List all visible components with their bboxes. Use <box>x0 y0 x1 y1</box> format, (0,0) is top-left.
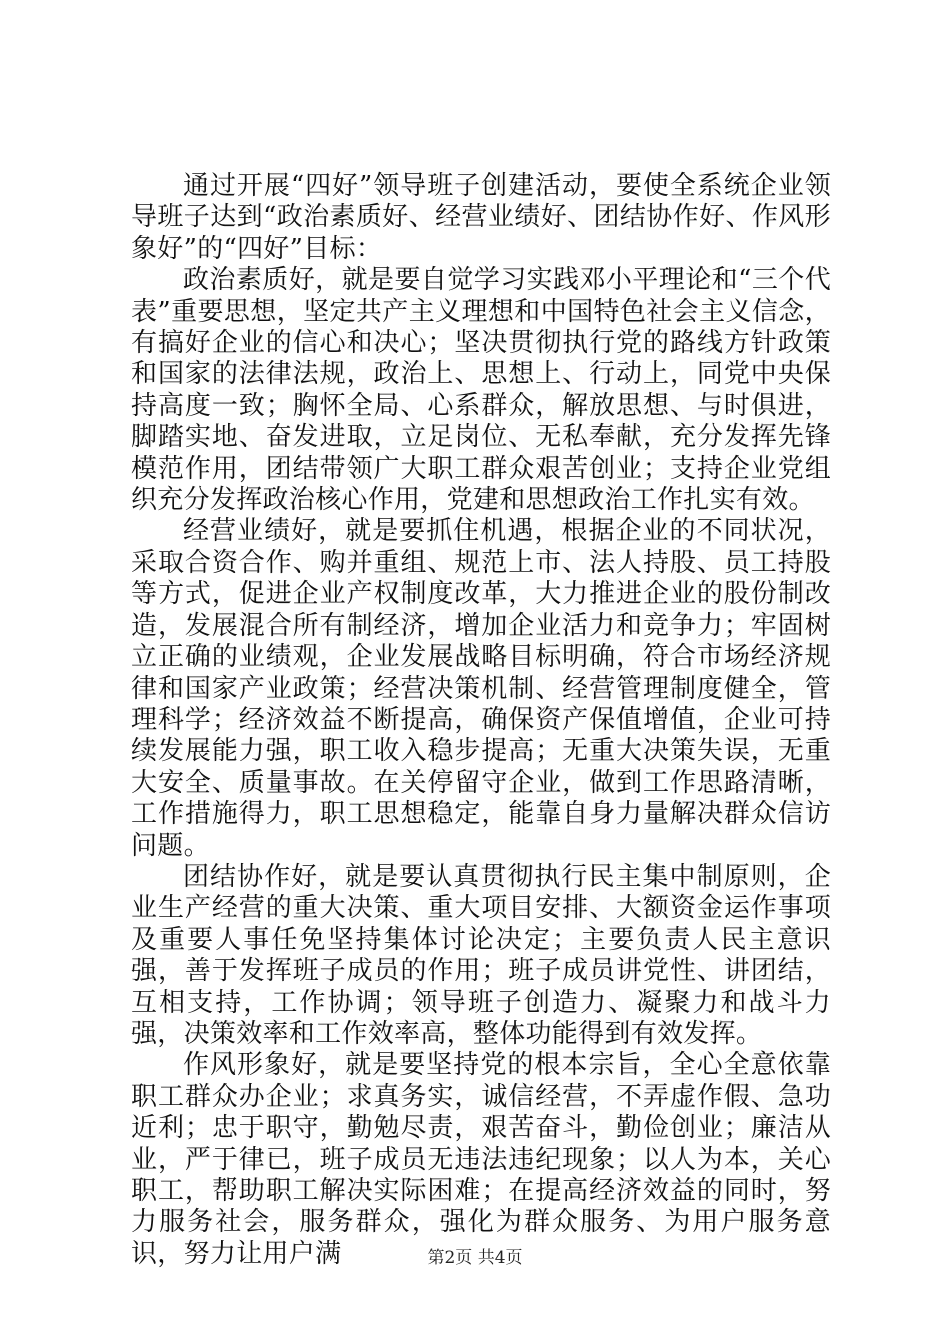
paragraph-business-performance: 经营业绩好，就是要抓住机遇，根据企业的不同状况，采取合资合作、购并重组、规范上市、法人持股、员工持股等方式，促进企业产权制度改革，大力推进企业的股份制改造，发展混合所有制经济，增加企业活力和竞争力；牢固树立正确的业绩观，企业发展战略目标明确，符合市场经济规律和国家产业政策；经营决策机制、经营管理制度健全，管理科学；经济效益不断提高，确保资产保值增值，企业可持续发展能力强，职工收入稳步提高；无重大决策失误，无重大安全、质量事故。在关停留守企业，做到工作思路清晰，工作措施得力，职工思想稳定，能靠自身力量解决群众信访问题。 <box>131 516 831 861</box>
document-body <box>131 171 831 1270</box>
paragraph-teamwork: 团结协作好，就是要认真贯彻执行民主集中制原则，企业生产经营的重大决策、重大项目安排、大额资金运作事项及重要人事任免坚持集体讨论决定；主要负责人民主意识强，善于发挥班子成员的作用；班子成员讲党性、讲团结，互相支持，工作协调；领导班子创造力、凝聚力和战斗力强，决策效率和工作效率高，整体功能得到有效发挥。 <box>131 861 831 1049</box>
paragraph-work-style: 作风形象好，就是要坚持党的根本宗旨，全心全意依靠职工群众办企业；求真务实，诚信经营，不弄虚作假、急功近利；忠于职守，勤勉尽责，艰苦奋斗，勤俭创业；廉洁从业，严于律已，班子成员无违法违纪现象；以人为本，关心职工，帮助职工解决实际困难；在提高经济效益的同时，努力服务社会，服务群众，强化为群众服务、为用户服务意识，努力让用户满 <box>131 1050 831 1269</box>
page-footer: 第2页 共4页 <box>427 1248 523 1268</box>
paragraph-political-quality: 政治素质好，就是要自觉学习实践邓小平理论和“三个代表”重要思想，坚定共产主义理想和中国特色社会主义信念，有搞好企业的信心和决心；坚决贯彻执行党的路线方针政策和国家的法律法规，政治上、思想上、行动上，同党中央保持高度一致；胸怀全局、心系群众，解放思想、与时俱进，脚踏实地、奋发进取，立足岗位、无私奉献，充分发挥先锋模范作用，团结带领广大职工群众艰苦创业；支持企业党组织充分发挥政治核心作用，党建和思想政治工作扎实有效。 <box>131 265 831 516</box>
paragraph-intro: 通过开展“四好”领导班子创建活动，要使全系统企业领导班子达到“政治素质好、经营业绩好、团结协作好、作风形象好”的“四好”目标： <box>131 171 831 264</box>
